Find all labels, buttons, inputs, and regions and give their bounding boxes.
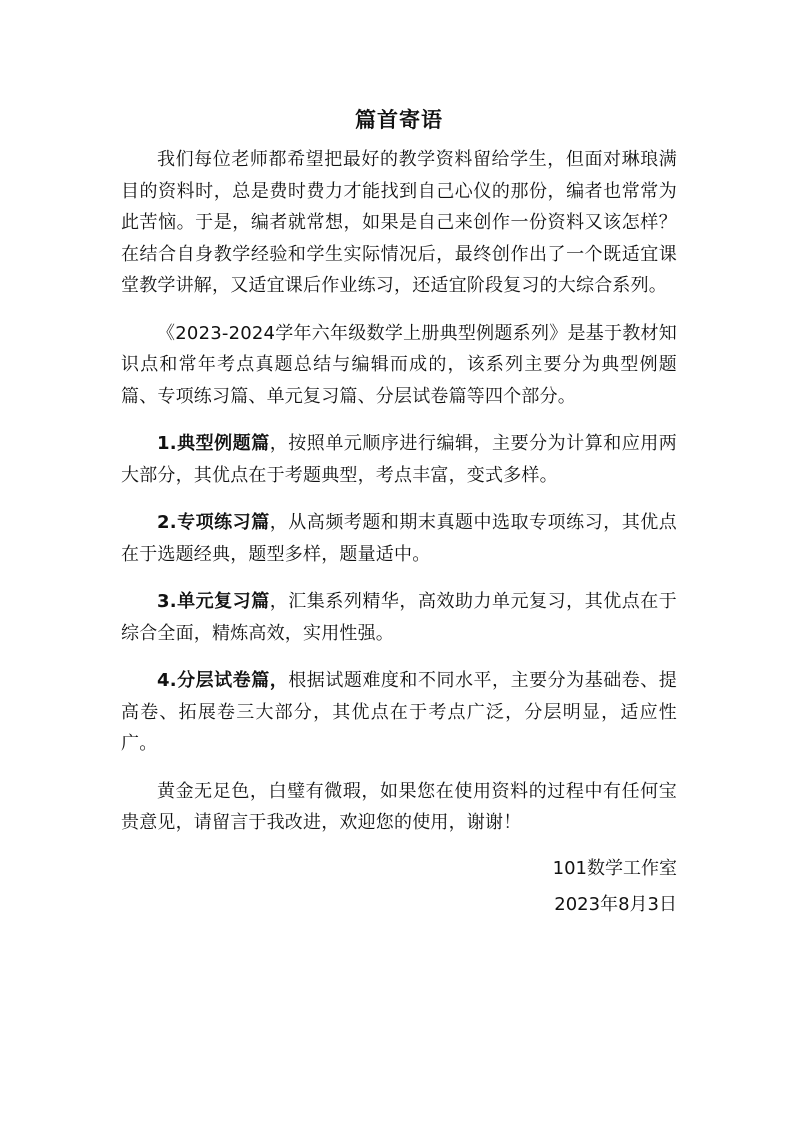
section-layered-tests <box>121 665 677 760</box>
signature-date: 2023年8月3日 <box>554 893 677 915</box>
section-text: 根据试题难度和不同水平，主要分为基础卷、提高卷、拓展卷三大部分，其优点在于考点广泛，分层明显，适应性广。 <box>121 670 678 754</box>
section-typical-examples <box>121 428 677 491</box>
section-unit-review <box>121 586 677 649</box>
paragraph-text: 我们每位老师都希望把最好的教学资料留给学生，但面对琳琅满目的资料时，总是费时费力才能找到自己心仪的那份，编者也常常为此苦恼。于是，编者就常想，如果是自己来创作一份资料又该怎样？在结合自身教学经验和学生实际情况后，最终创作出了一个既适宜课堂教学讲解，又适宜课后作业练习，还适宜阶段复习的大综合系列。 <box>121 149 677 296</box>
section-special-practice <box>121 507 677 570</box>
studio-name: 101数学工作室 <box>552 857 677 879</box>
section-heading: 3.单元复习篇 <box>157 591 270 612</box>
signature-block <box>121 851 677 923</box>
section-text: ，汇集系列精华，高效助力单元复习，其优点在于综合全面，精炼高效，实用性强。 <box>121 591 677 644</box>
section-heading: 2.专项练习篇 <box>157 512 270 533</box>
closing-paragraph <box>121 776 677 839</box>
section-heading: 4.分层试卷篇， <box>157 670 289 691</box>
intro-paragraph <box>121 144 677 302</box>
section-text: ，从高频考题和期末真题中选取专项练习，其优点在于选题经典，题型多样，题量适中。 <box>121 512 677 565</box>
paragraph-text: 黄金无足色，白璧有微瑕，如果您在使用资料的过程中有任何宝贵意见，请留言于我改进，欢迎您的使用，谢谢！ <box>121 780 677 833</box>
paragraph-text: 《2023-2024学年六年级数学上册典型例题系列》是基于教材知识点和常年考点真题总结与编辑而成的，该系列主要分为典型例题篇、专项练习篇、单元复习篇、分层试卷篇等四个部分。 <box>121 322 677 407</box>
series-overview-paragraph <box>121 318 677 413</box>
document-page <box>121 96 677 923</box>
section-text: ，按照单元顺序进行编辑，主要分为计算和应用两大部分，其优点在于考题典型，考点丰富，变式多样。 <box>121 433 677 486</box>
section-heading: 1.典型例题篇 <box>157 433 270 454</box>
page-title: 篇首寄语 <box>355 108 443 132</box>
